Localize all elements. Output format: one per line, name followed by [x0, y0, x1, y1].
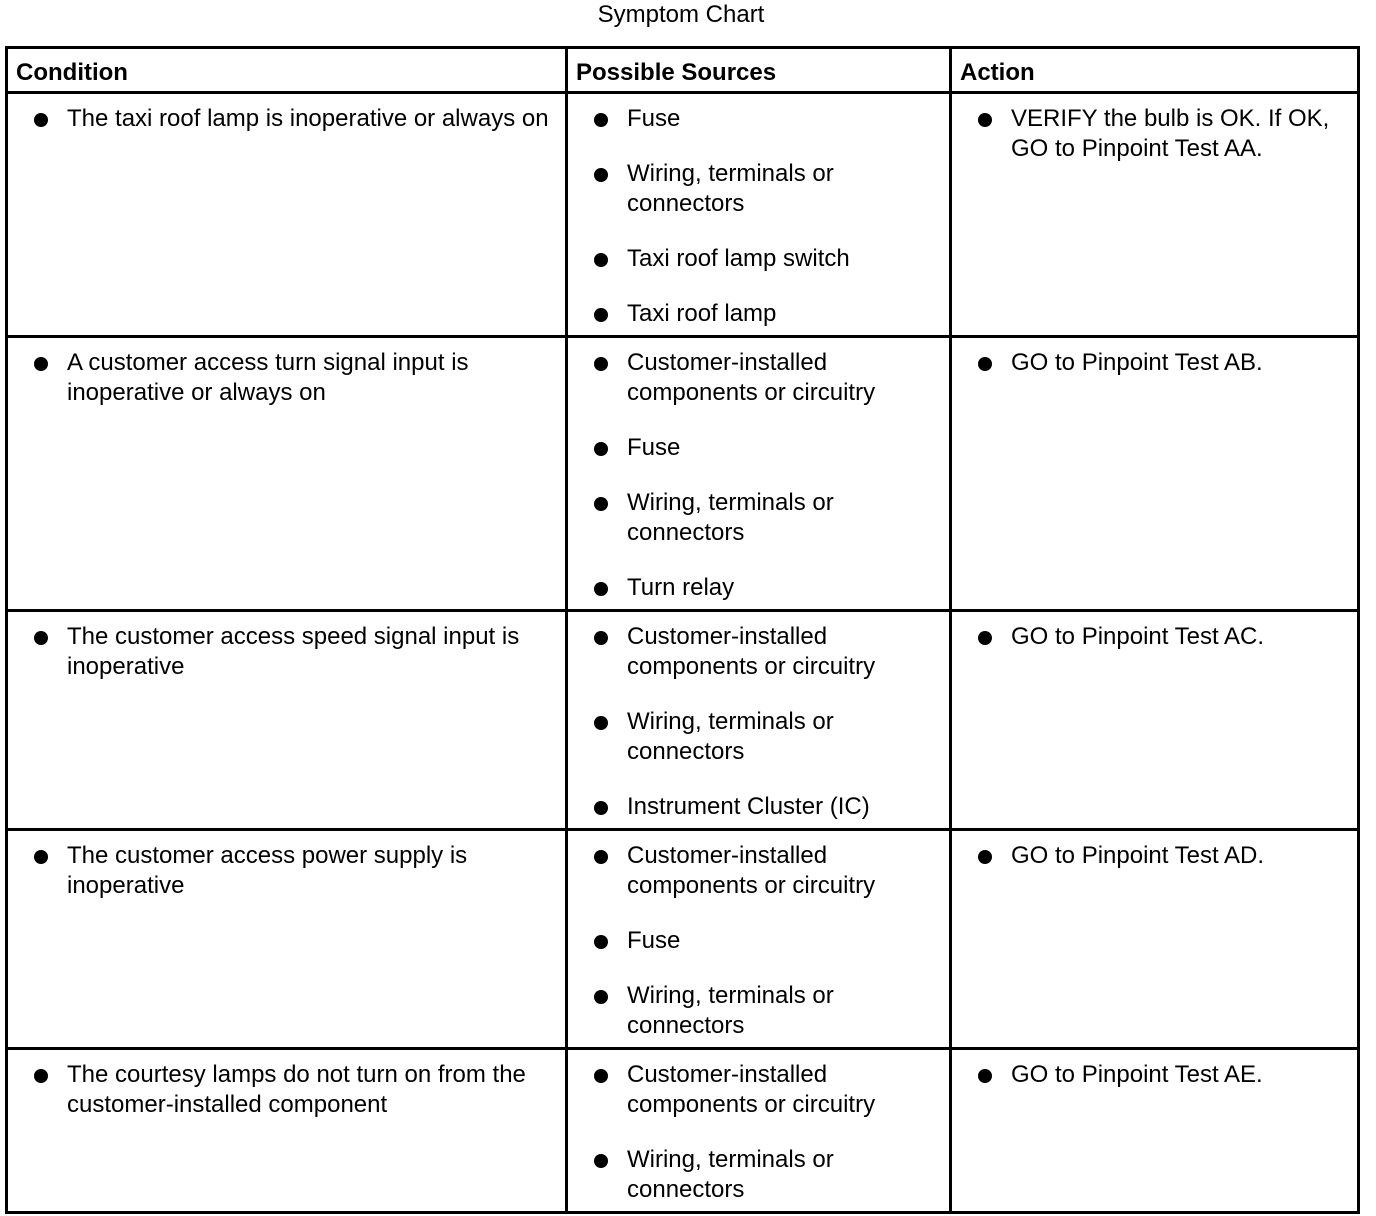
list-item: [590, 488, 939, 548]
action-text: VERIFY the bulb is OK. If OK, GO to Pinpoint Test AA.: [1011, 105, 1330, 162]
list-item: [590, 707, 939, 767]
list-item: [590, 1060, 939, 1120]
bullet-icon: [34, 357, 48, 371]
action-cell: [951, 830, 1359, 1049]
condition-text: The customer access speed signal input is inoperative: [67, 623, 520, 680]
action-cell: [951, 93, 1359, 337]
list-item: [590, 104, 939, 134]
list-item: [590, 981, 939, 1041]
list-item: [974, 104, 1347, 164]
bullet-icon: [594, 850, 608, 864]
sources-cell: [567, 337, 951, 611]
action-text: GO to Pinpoint Test AC.: [1011, 623, 1265, 650]
bullet-icon: [594, 168, 608, 182]
bullet-icon: [34, 631, 48, 645]
bullet-icon: [34, 850, 48, 864]
bullet-icon: [978, 631, 992, 645]
bullet-icon: [594, 1154, 608, 1168]
bullet-icon: [594, 113, 608, 127]
source-text: Wiring, terminals or connectors: [627, 489, 834, 546]
list-item: [30, 1060, 555, 1120]
action-cell: [951, 1049, 1359, 1213]
condition-text: A customer access turn signal input is inoperative or always on: [67, 349, 469, 406]
source-text: Wiring, terminals or connectors: [627, 1146, 834, 1203]
condition-text: The taxi roof lamp is inoperative or always on: [67, 105, 549, 132]
bullet-icon: [34, 1069, 48, 1083]
action-header: Action: [951, 48, 1359, 93]
bullet-icon: [594, 935, 608, 949]
bullet-icon: [594, 582, 608, 596]
source-text: Customer-installed components or circuitry: [627, 842, 876, 899]
bullet-icon: [594, 716, 608, 730]
list-item: [30, 104, 555, 134]
bullet-icon: [594, 308, 608, 322]
source-text: Fuse: [627, 105, 681, 132]
source-text: Taxi roof lamp switch: [627, 245, 850, 272]
table-row: [7, 1049, 1359, 1213]
bullet-icon: [594, 801, 608, 815]
list-item: [30, 841, 555, 901]
list-item: [590, 299, 939, 329]
action-text: GO to Pinpoint Test AE.: [1011, 1061, 1263, 1088]
list-item: [974, 622, 1347, 652]
list-item: [974, 348, 1347, 378]
source-text: Turn relay: [627, 574, 735, 601]
list-item: [590, 926, 939, 956]
bullet-icon: [594, 1069, 608, 1083]
source-text: Customer-installed components or circuitry: [627, 349, 876, 406]
list-item: [590, 841, 939, 901]
list-item: [590, 792, 939, 822]
list-item: [590, 244, 939, 274]
condition-cell: [7, 337, 567, 611]
bullet-icon: [34, 113, 48, 127]
sources-cell: [567, 93, 951, 337]
action-text: GO to Pinpoint Test AD.: [1011, 842, 1265, 869]
header-row: [7, 48, 1359, 93]
source-text: Fuse: [627, 927, 681, 954]
list-item: [590, 622, 939, 682]
source-text: Instrument Cluster (IC): [627, 793, 870, 820]
condition-text: The courtesy lamps do not turn on from the customer-installed component: [67, 1061, 526, 1118]
condition-cell: [7, 93, 567, 337]
list-item: [974, 1060, 1347, 1090]
table-row: [7, 93, 1359, 337]
sources-cell: [567, 611, 951, 830]
table-row: [7, 611, 1359, 830]
action-cell: [951, 611, 1359, 830]
action-cell: [951, 337, 1359, 611]
list-item: [590, 573, 939, 603]
list-item: [590, 1145, 939, 1205]
possible-sources-header: Possible Sources: [567, 48, 951, 93]
bullet-icon: [594, 990, 608, 1004]
source-text: Taxi roof lamp: [627, 300, 777, 327]
bullet-icon: [594, 357, 608, 371]
bullet-icon: [594, 631, 608, 645]
list-item: [30, 348, 555, 408]
table-row: [7, 830, 1359, 1049]
condition-cell: [7, 830, 567, 1049]
source-text: Customer-installed components or circuitry: [627, 623, 876, 680]
source-text: Wiring, terminals or connectors: [627, 160, 834, 217]
source-text: Wiring, terminals or connectors: [627, 982, 834, 1039]
list-item: [590, 433, 939, 463]
bullet-icon: [594, 497, 608, 511]
bullet-icon: [978, 113, 992, 127]
bullet-icon: [594, 253, 608, 267]
action-text: GO to Pinpoint Test AB.: [1011, 349, 1263, 376]
bullet-icon: [978, 850, 992, 864]
list-item: [974, 841, 1347, 871]
condition-cell: [7, 1049, 567, 1213]
condition-header: Condition: [7, 48, 567, 93]
source-text: Fuse: [627, 434, 681, 461]
list-item: [30, 622, 555, 682]
condition-cell: [7, 611, 567, 830]
bullet-icon: [978, 357, 992, 371]
list-item: [590, 348, 939, 408]
list-item: [590, 159, 939, 219]
source-text: Wiring, terminals or connectors: [627, 708, 834, 765]
condition-text: The customer access power supply is inoperative: [67, 842, 468, 899]
source-text: Customer-installed components or circuitry: [627, 1061, 876, 1118]
bullet-icon: [594, 442, 608, 456]
table-row: [7, 337, 1359, 611]
sources-cell: [567, 1049, 951, 1213]
symptom-table: [5, 46, 1360, 1214]
sources-cell: [567, 830, 951, 1049]
bullet-icon: [978, 1069, 992, 1083]
page-title: Symptom Chart: [597, 1, 765, 28]
